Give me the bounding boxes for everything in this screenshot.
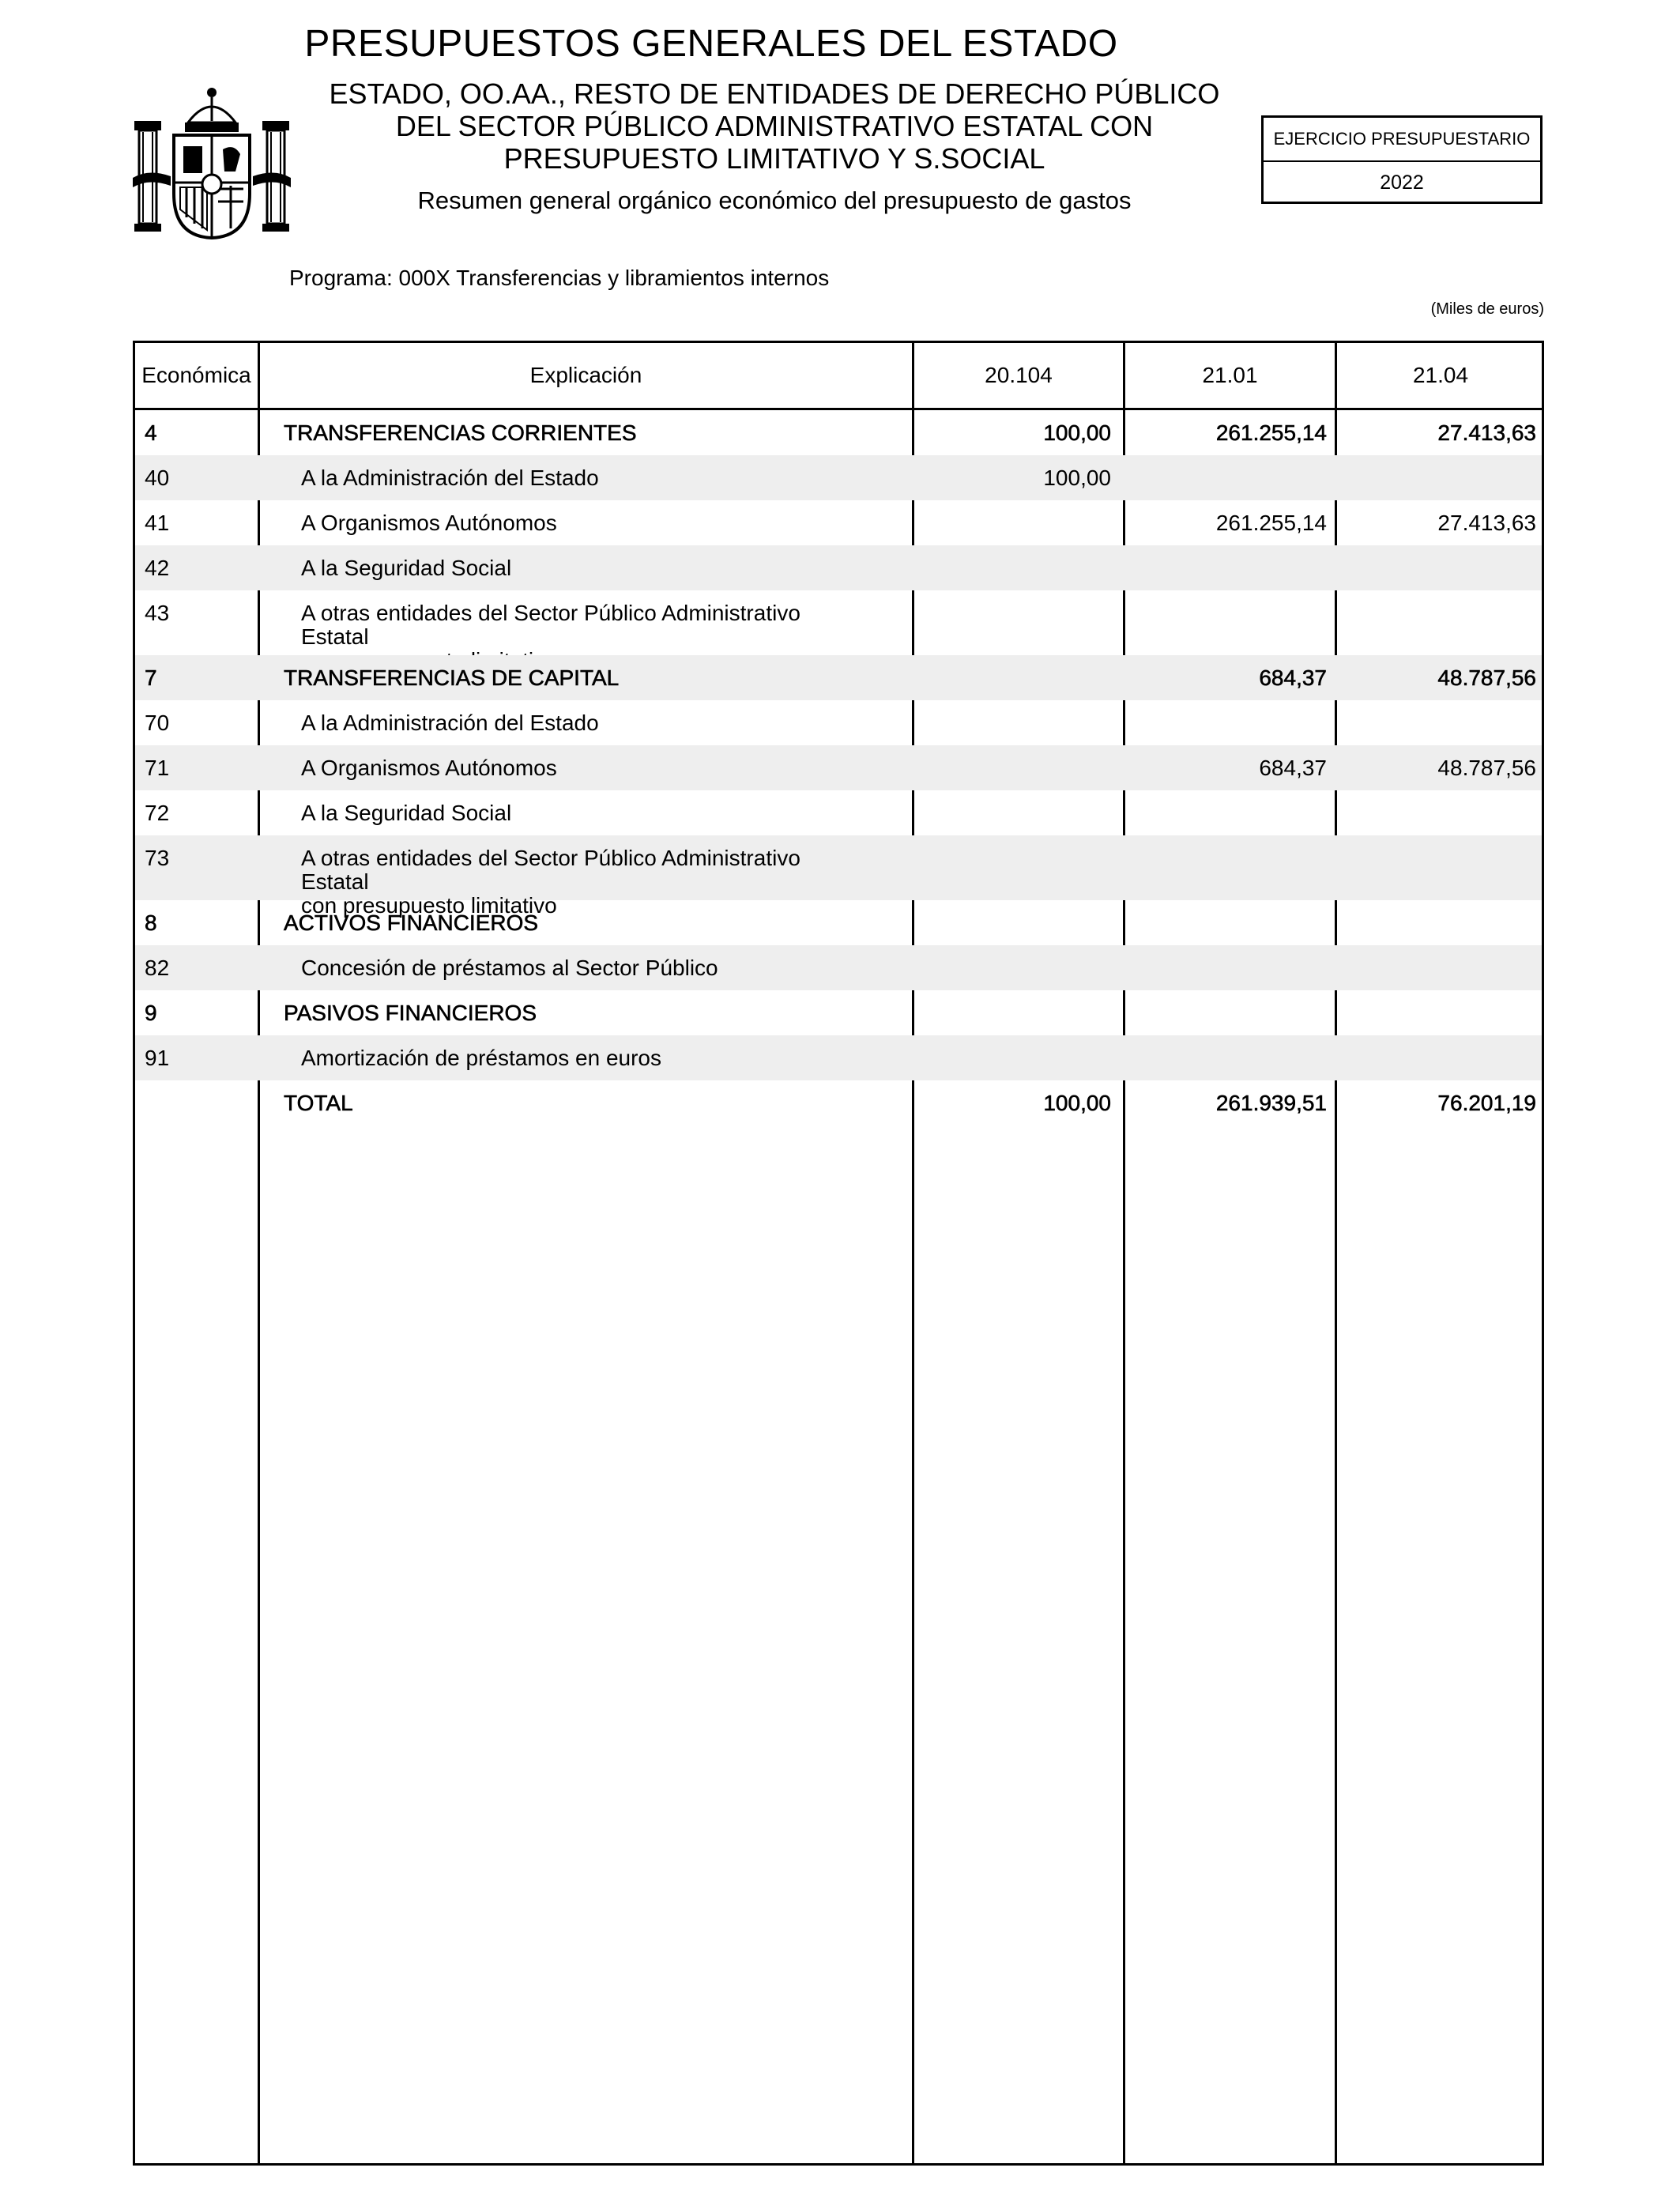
row-code: 43 [145,601,170,625]
row-label: A la Seguridad Social [301,556,512,580]
coat-of-arms-icon [133,83,291,241]
table-header [135,343,1542,410]
row-label: TRANSFERENCIAS DE CAPITAL [284,665,620,690]
row-value-20-104 [917,990,1111,1001]
row-value-21-04 [1343,545,1536,556]
row-label: A la Administración del Estado [301,711,599,735]
row-value-21-04 [1343,990,1536,1001]
row-code: 40 [145,466,170,490]
row-label-line-2: con presupuesto limitativo [301,893,557,918]
table-total-row [135,1080,1542,1125]
row-label: A la Administración del Estado [301,466,599,490]
column-header-21-01: 21.01 [1202,363,1258,387]
row-code: 7 [145,665,157,690]
row-code: 71 [145,756,170,780]
row-value-20-104: 100,00 [1043,420,1111,445]
row-code: 41 [145,511,170,535]
row-value-21-01: 261.255,14 [1215,420,1327,445]
row-value-21-04 [1343,700,1536,711]
fiscal-year-label: EJERCICIO PRESUPUESTARIO [1264,118,1540,162]
program-label: Programa: 000X Transferencias y libramientos internos [289,266,830,290]
row-code: 91 [145,1046,170,1070]
row-value-21-04: 76.201,19 [1437,1091,1536,1115]
row-value-21-01: 684,37 [1259,665,1327,690]
row-label: ACTIVOS FINANCIEROS [284,910,539,935]
row-value-21-01 [1131,790,1327,801]
row-code: 8 [145,910,157,935]
row-value-20-104 [917,945,1111,956]
row-label: TOTAL [284,1091,353,1115]
row-value-21-01: 261.939,51 [1215,1091,1327,1115]
subtitle-line-1: ESTADO, OO.AA., RESTO DE ENTIDADES DE DERECHO PÚBLICO [329,77,1220,110]
row-label: A Organismos Autónomos [301,511,557,535]
subtitle-line-2: DEL SECTOR PÚBLICO ADMINISTRATIVO ESTATAL CON [395,110,1154,142]
row-value-20-104 [917,590,1111,601]
row-value-21-04 [1343,900,1536,911]
row-value-21-04: 27.413,63 [1437,511,1536,535]
row-value-20-104: 100,00 [1043,466,1111,490]
row-value-21-04 [1343,590,1536,601]
fiscal-year-box [1261,115,1543,204]
row-value-21-01: 261.255,14 [1215,511,1327,535]
row-value-21-04 [1343,1035,1536,1046]
row-value-21-04: 48.787,56 [1437,665,1536,690]
row-label: Amortización de préstamos en euros [301,1046,661,1070]
row-code: 4 [145,420,157,445]
table-row [135,945,1542,990]
table-row [135,590,1542,655]
row-code: 82 [145,956,170,980]
table-row [135,1035,1542,1080]
row-value-21-04: 27.413,63 [1437,420,1536,445]
row-value-21-01 [1131,1035,1327,1046]
table-row [135,745,1542,790]
row-code: 72 [145,801,170,825]
row-value-20-104 [917,790,1111,801]
row-code: 73 [145,846,170,870]
table-row [135,990,1542,1035]
row-value-21-01 [1131,835,1327,846]
row-label: Concesión de préstamos al Sector Público [301,956,718,980]
column-header-20-104: 20.104 [985,363,1053,387]
row-value-21-04 [1343,835,1536,846]
row-label: TRANSFERENCIAS CORRIENTES [284,420,637,445]
row-value-21-04 [1343,790,1536,801]
row-value-20-104 [917,545,1111,556]
row-label: A Organismos Autónomos [301,756,557,780]
document-subtitle [300,77,1249,175]
row-value-21-04 [1343,455,1536,466]
subtitle-line-3: PRESUPUESTO LIMITATIVO Y S.SOCIAL [503,142,1045,175]
row-label: A la Seguridad Social [301,801,512,825]
budget-table [133,341,1544,2166]
table-row [135,790,1542,835]
table-row [135,545,1542,590]
row-code: 70 [145,711,170,735]
row-label: PASIVOS FINANCIEROS [284,1001,537,1025]
fiscal-year-value: 2022 [1380,171,1424,194]
row-value-21-01: 684,37 [1259,756,1327,780]
row-value-21-01 [1131,900,1327,911]
row-value-21-04 [1343,945,1536,956]
row-value-21-01 [1131,590,1327,601]
table-row [135,655,1542,700]
row-value-20-104 [917,655,1111,666]
column-header-21-04: 21.04 [1412,363,1469,387]
row-value-20-104 [917,745,1111,756]
table-row [135,900,1542,945]
row-value-21-01 [1131,700,1327,711]
row-value-21-01 [1131,945,1327,956]
column-header-economica: Económica [141,363,251,387]
table-body [135,410,1542,1125]
document-description: Resumen general orgánico económico del presupuesto de gastos [417,187,1132,214]
row-value-20-104 [917,835,1111,846]
row-value-20-104 [917,700,1111,711]
row-value-21-01 [1131,455,1327,466]
table-row [135,700,1542,745]
document-title: PRESUPUESTOS GENERALES DEL ESTADO [304,23,1118,65]
row-value-20-104: 100,00 [1043,1091,1111,1115]
row-label-line-1: A otras entidades del Sector Público Administrativo Estatal [301,846,800,894]
table-row [135,455,1542,500]
row-value-21-01 [1131,545,1327,556]
row-code: 9 [145,1001,157,1025]
table-row [135,410,1542,455]
row-value-21-01 [1131,990,1327,1001]
table-row [135,835,1542,918]
row-value-20-104 [917,500,1111,511]
row-value-21-04: 48.787,56 [1437,756,1536,780]
row-value-20-104 [917,900,1111,911]
row-label-line-1: A otras entidades del Sector Público Administrativo Estatal [301,601,800,649]
table-row [135,500,1542,545]
column-header-explicacion: Explicación [529,363,642,387]
row-code: 42 [145,556,170,580]
units-label: (Miles de euros) [1430,300,1544,318]
row-value-20-104 [917,1035,1111,1046]
